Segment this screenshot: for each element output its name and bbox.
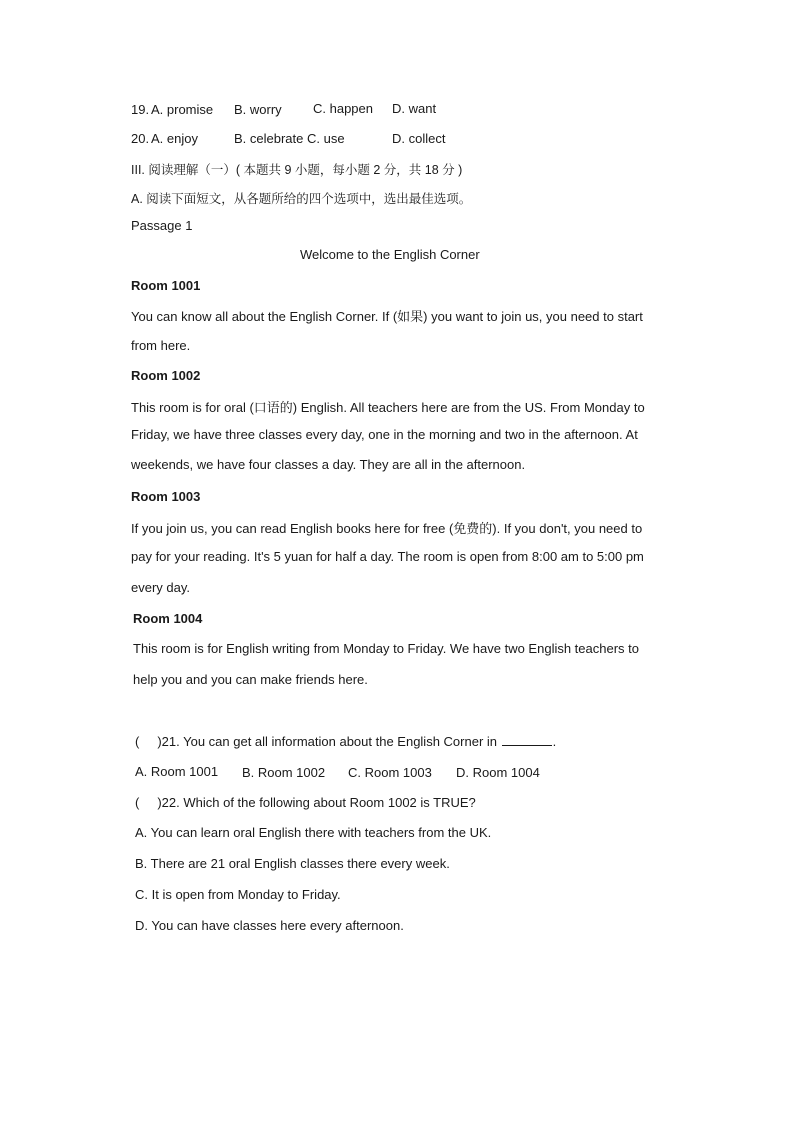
q22-option-b: B. There are 21 oral English classes there every week.: [135, 856, 450, 871]
q21-option-d: D. Room 1004: [456, 765, 540, 780]
room-1002-text-line: weekends, we have four classes a day. They are all in the afternoon.: [131, 457, 526, 472]
question-20-number: 20.: [131, 131, 150, 146]
room-1001-text-line: You can know all about the English Corner. If (如果) you want to join us, you need to start: [131, 309, 643, 324]
q19-option-b: B. worry: [234, 102, 282, 117]
q21-answer-paren-open: (: [135, 734, 140, 749]
q21-option-c: C. Room 1003: [348, 765, 432, 780]
room-1004-heading: Room 1004: [133, 611, 203, 626]
room-1002-text-line: This room is for oral (口语的) English. All teachers here are from the US. From Monday to: [131, 400, 645, 415]
q22-option-d: D. You can have classes here every afternoon.: [135, 918, 404, 933]
q19-option-c: C. happen: [313, 101, 373, 116]
q19-option-a: A. promise: [151, 102, 214, 117]
question-21: [135, 734, 556, 749]
q22-stem: )22. Which of the following about Room 1002 is TRUE?: [157, 795, 476, 810]
room-1003-text-line: every day.: [131, 580, 191, 595]
q19-option-d: D. want: [392, 101, 437, 116]
room-1001-text-line: from here.: [131, 338, 191, 353]
question-22: [135, 795, 476, 810]
q21-blank: [502, 744, 552, 746]
room-1003-text-line: If you join us, you can read English books here for free (免费的). If you don't, you need to: [131, 521, 643, 536]
q22-option-c: C. It is open from Monday to Friday.: [135, 887, 341, 902]
q21-stem: )21. You can get all information about the English Corner in: [157, 734, 498, 749]
room-1002-text-line: Friday, we have three classes every day, one in the morning and two in the afternoon. At: [131, 427, 638, 442]
q21-option-b: B. Room 1002: [242, 765, 326, 780]
question-19-number: 19.: [131, 102, 150, 117]
room-1003-text-line: pay for your reading. It's 5 yuan for half a day. The room is open from 8:00 am to 5:00 pm: [131, 549, 644, 564]
room-1002-heading: Room 1002: [131, 368, 201, 383]
room-1003-heading: Room 1003: [131, 489, 201, 504]
section-heading: III. 阅读理解（一）( 本题共 9 小题，每小题 2 分，共 18 分 ): [131, 163, 463, 177]
q20-option-b-c: B. celebrate C. use: [234, 131, 345, 146]
q20-option-a: A. enjoy: [151, 131, 198, 146]
section-instruction: A. 阅读下面短文，从各题所给的四个选项中，选出最佳选项。: [131, 192, 472, 206]
q21-end: .: [552, 734, 557, 749]
passage-title: Welcome to the English Corner: [300, 247, 480, 262]
room-1001-heading: Room 1001: [131, 278, 201, 293]
passage-label: Passage 1: [131, 218, 193, 233]
room-1004-text-line: help you and you can make friends here.: [133, 672, 368, 687]
q22-option-a: A. You can learn oral English there with teachers from the UK.: [135, 825, 492, 840]
q21-option-a: A. Room 1001: [135, 764, 219, 779]
q22-answer-paren-open: (: [135, 795, 140, 810]
room-1004-text-line: This room is for English writing from Monday to Friday. We have two English teachers to: [133, 641, 639, 656]
q20-option-d: D. collect: [392, 131, 446, 146]
